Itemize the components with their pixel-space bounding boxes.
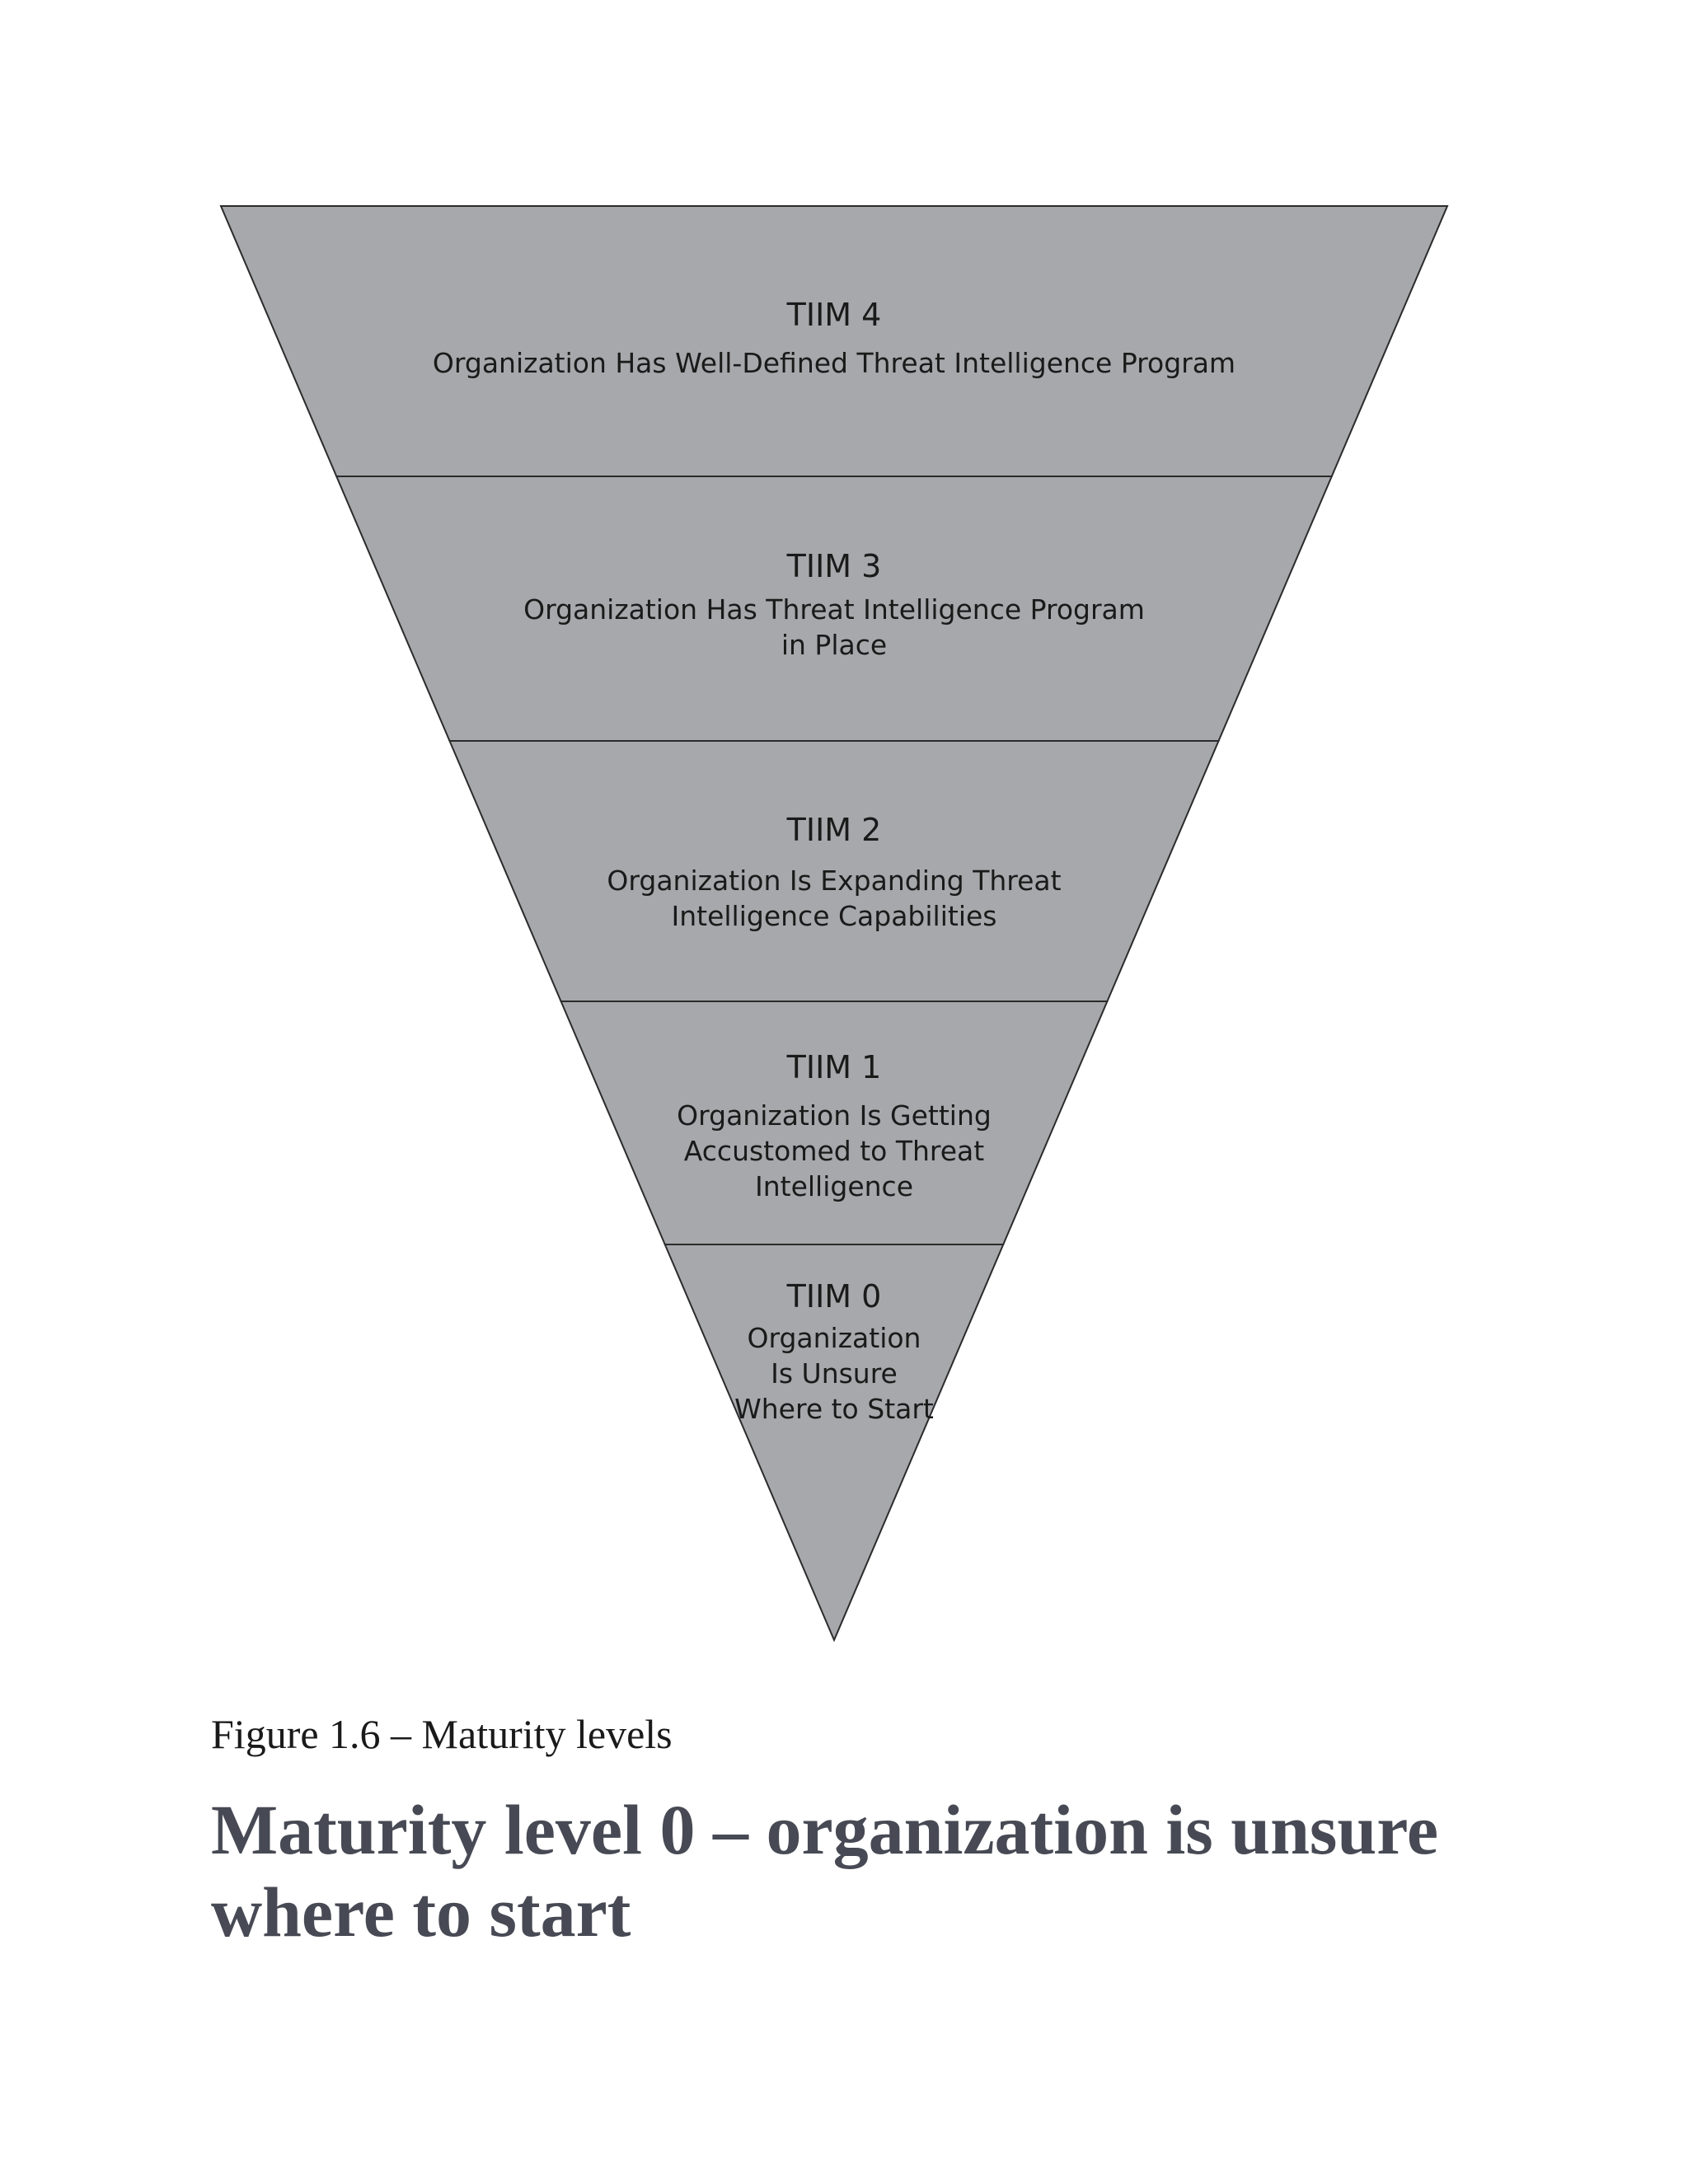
level-title: TIIM 4 xyxy=(786,297,882,333)
level-title: TIIM 1 xyxy=(786,1049,882,1085)
level-description-line: Organization xyxy=(747,1322,921,1354)
level-description-line: Accustomed to Threat xyxy=(683,1135,985,1167)
level-description-line: Is Unsure xyxy=(771,1357,898,1390)
level-description-line: Organization Is Getting xyxy=(677,1099,992,1132)
level-title: TIIM 3 xyxy=(786,548,882,584)
section-heading: Maturity level 0 – organization is unsure where to start xyxy=(211,1790,1439,1952)
figure-caption: Figure 1.6 – Maturity levels xyxy=(211,1711,673,1757)
level-description-line: Where to Start xyxy=(734,1393,934,1425)
level-description-line: Organization Is Expanding Threat xyxy=(607,865,1062,897)
level-description-line: in Place xyxy=(781,629,888,661)
level-title: TIIM 0 xyxy=(786,1278,882,1315)
level-description-line: Intelligence xyxy=(754,1170,914,1202)
pyramid-band-tiim-4 xyxy=(221,206,1447,476)
level-description-line: Organization Has Threat Intelligence Program xyxy=(523,593,1145,626)
level-description-line: Intelligence Capabilities xyxy=(671,900,997,932)
level-title: TIIM 2 xyxy=(786,812,882,848)
level-description-line: Organization Has Well-Defined Threat Intelligence Program xyxy=(432,347,1236,379)
